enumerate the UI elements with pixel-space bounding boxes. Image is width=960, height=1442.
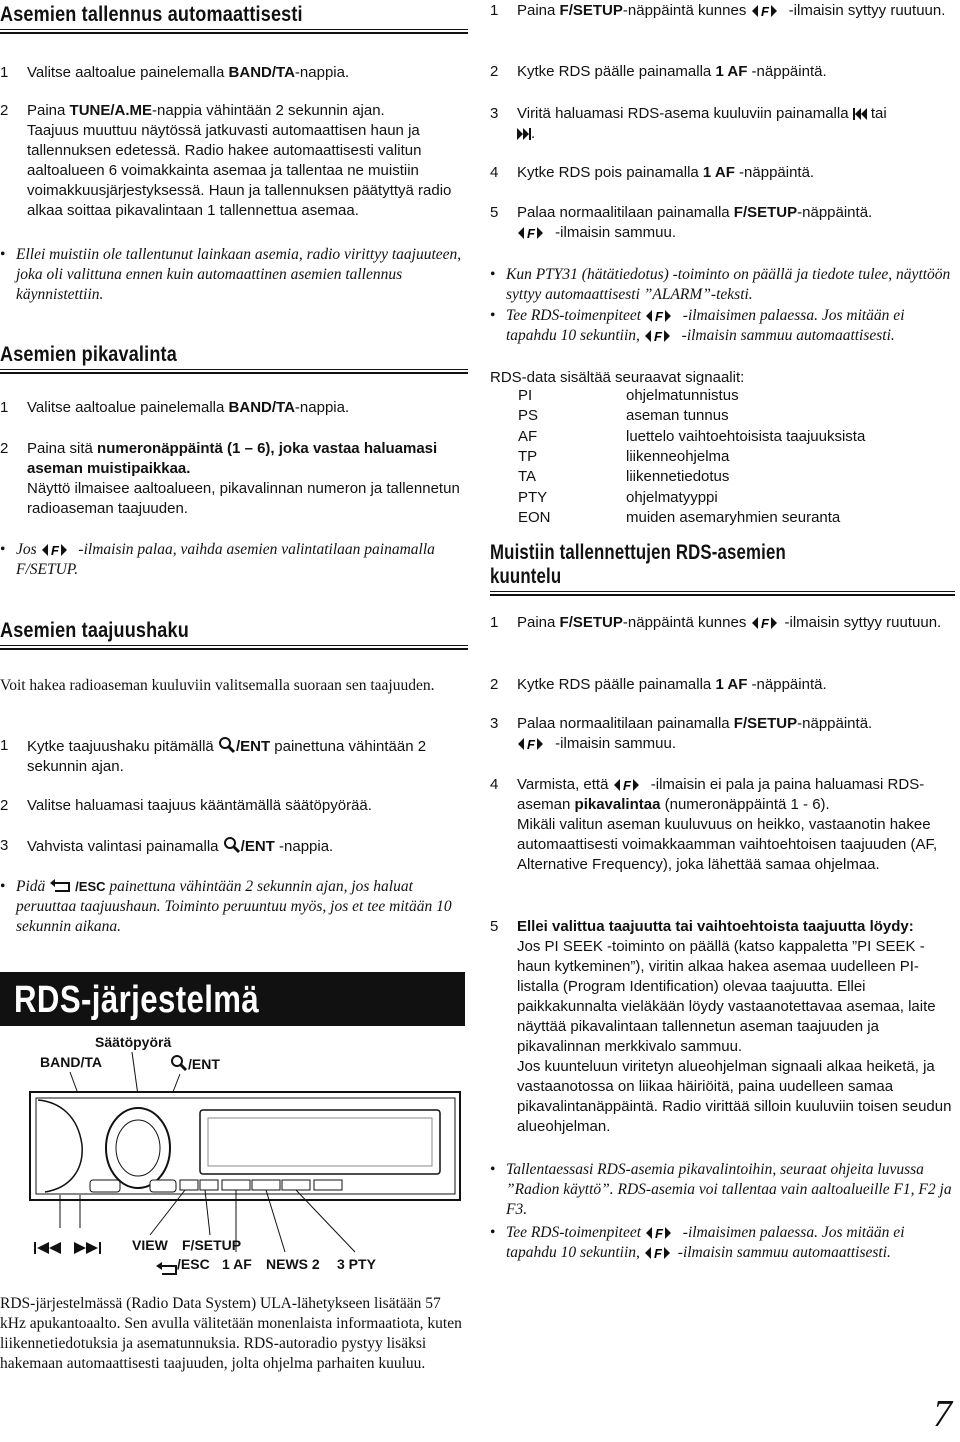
svg-text:F: F: [653, 1246, 662, 1260]
note-auto-store: • Ellei muistiin ole tallentunut lainkaan asemia, radio virittyy taajuuteen, joka oli valittuna ennen kuin automaattinen asemien tallennus käynnistettiin.: [0, 246, 462, 303]
note-rds-alarm: • Kun PTY31 (hätätiedotus) -toiminto on päällä ja tiedote tulee, näyttöön syttyy automaattisesti ”ALARM”-teksti.: [490, 266, 951, 303]
signal-desc: liikennetiedotus: [626, 468, 730, 486]
svg-text:F: F: [50, 543, 59, 557]
signal-desc: ohjelmatunnistus: [626, 387, 739, 404]
signal-desc: ohjelmatyyppi: [626, 488, 718, 506]
af-indicator-icon: [41, 543, 75, 557]
step-listen-3: 3 Palaa normaalitilaan painamalla F/SETUP-näppäintä. F -ilmaisin sammuu.: [490, 715, 873, 752]
rds-intro: RDS-järjestelmässä (Radio Data System) ULA-lähetykseen lisätään 57 kHz apukantoaalto. Sen avulla välitetään monenlaista informaatiota, kuten liikennetiedotuksia ja asematunnuksia. RDS-autoradio pystyy lisäksi hakemaan automaattisesti taajuuden, jolta ohjelma parhaiten kuuluu.: [0, 1295, 462, 1372]
note-listen-timeout: • Tee RDS-toimenpiteet F -ilmaisimen palaessa. Jos mitään ei tapahdu 10 sekuntiin, F -ilmaisin sammuu automaattisesti.: [490, 1224, 905, 1261]
af-indicator-icon: [517, 737, 551, 751]
label-news-2: NEWS 2: [266, 1256, 320, 1272]
step-auto-store-1: 1 Valitse aaltoalue painelemalla BAND/TA-nappia.: [0, 64, 350, 81]
signal-abbr: PS: [518, 407, 539, 425]
seek-back-icon: [34, 1242, 61, 1254]
step-rds-3: 3 Viritä haluamasi RDS-asema kuuluviin painamalla tai .: [490, 105, 887, 142]
af-indicator-icon: [613, 778, 647, 792]
signals-intro: RDS-data sisältää seuraavat signaalit:: [490, 369, 745, 386]
step-listen-1: 1 Paina F/SETUP-näppäintä kunnes F -ilmaisin syttyy ruutuun.: [490, 614, 942, 631]
note-listen-store: • Tallentaessasi RDS-asemia pikavalintoihin, seuraat ohjeita luvussa ”Radion käyttö”. RDS-asemia voi tallentaa vain aaltoalueille F1, F2 ja F3.: [490, 1161, 952, 1218]
af-indicator-icon: [751, 616, 785, 630]
signal-abbr: PTY: [518, 488, 548, 506]
step-preset-2: 2 Paina sitä numeronäppäintä (1 – 6), joka vastaa haluamasi aseman muistipaikkaa. Näyttö ilmaisee aaltoalueen, pikavalinnan numeron ja tallennetun radioaseman taajuuden.: [0, 440, 460, 517]
step-rds-2: 2 Kytke RDS päälle painamalla 1 AF -näppäintä.: [490, 63, 827, 80]
seek-forward-icon: [517, 128, 531, 140]
signal-abbr: TA: [518, 468, 537, 486]
svg-text:F: F: [654, 1226, 663, 1240]
svg-text:F: F: [622, 778, 631, 792]
seek-back-icon: [853, 108, 867, 120]
svg-text:F: F: [527, 737, 535, 751]
af-indicator-icon: [751, 4, 785, 18]
step-rds-5: 5 Palaa normaalitilaan painamalla F/SETUP-näppäintä. F -ilmaisin sammuu.: [490, 204, 873, 241]
label-1-af: 1 AF: [222, 1256, 252, 1272]
label-ent: /ENT: [170, 1054, 220, 1072]
note-rds-timeout: • Tee RDS-toimenpiteet F -ilmaisimen palaessa. Jos mitään ei tapahdu 10 sekuntiin, F -ilmaisin sammuu automaattisesti.: [490, 307, 905, 344]
af-indicator-icon: [644, 329, 678, 343]
rds-section-banner: RDS-järjestelmä: [0, 972, 465, 1026]
signal-abbr: TP: [518, 447, 538, 465]
page-number: 7: [933, 1393, 952, 1435]
label-esc: /ESC: [177, 1256, 210, 1272]
af-indicator-icon: [645, 309, 679, 323]
head-unit-diagram: [0, 1030, 465, 1280]
step-rds-1: 1 Paina F/SETUP-näppäintä kunnes F -ilmaisin syttyy ruutuun.: [490, 2, 946, 19]
label-view: VIEW: [132, 1237, 168, 1253]
label-band-ta: BAND/TA: [40, 1054, 102, 1070]
return-icon: [156, 1262, 176, 1274]
return-icon: [49, 878, 75, 894]
note-preset: • Jos F -ilmaisin palaa, vaihda asemien valintatilaan painamalla F/SETUP.: [0, 541, 435, 578]
freq-search-intro: Voit hakea radioaseman kuuluviin valitsemalla suoraan sen taajuuden.: [0, 677, 435, 694]
svg-text:F: F: [527, 226, 535, 240]
step-preset-1: 1 Valitse aaltoalue painelemalla BAND/TA-nappia.: [0, 399, 350, 416]
section-heading-rds-listen: Muistiin tallennettujen RDS-asemien kuuntelu: [490, 562, 955, 596]
rds-signals-table: [490, 386, 955, 536]
label-control-knob: Säätöpyörä: [95, 1034, 172, 1050]
section-heading-auto-store: Asemien tallennus automaattisesti: [0, 0, 468, 34]
signal-desc: luettelo vaihtoehtoisista taajuuksista: [626, 427, 866, 445]
note-freq: • Pidä /ESC painettuna vähintään 2 sekunnin ajan, jos haluat peruuttaa taajuushaun. Toiminto peruuntuu myös, jos et tee mitään 10 sekunnin aikana.: [0, 878, 452, 935]
label-f-setup: F/SETUP: [182, 1237, 242, 1253]
label-3-pty: 3 PTY: [337, 1256, 376, 1272]
seek-forward-icon: [74, 1242, 101, 1254]
step-freq-3: 3 Vahvista valintasi painamalla /ENT -nappia.: [0, 837, 334, 855]
svg-text:F: F: [653, 329, 662, 343]
signal-desc: aseman tunnus: [626, 407, 729, 425]
step-freq-1: 1 Kytke taajuushaku pitämällä /ENT painettuna vähintään 2 sekunnin ajan.: [0, 737, 427, 775]
step-auto-store-2: 2 Paina TUNE/A.ME-nappia vähintään 2 sekunnin ajan. Taajuus muuttuu näytössä jatkuvasti automaattisen haun ja tallennuksen edetessä. Radio hakee automaattisesti valitun aaltoalueen 6 voimakkainta asemaa ja tallentaa ne muistiin voimakkuusjärjestyksessä. Haun ja tallennuksen päätyttyä radio alkaa soittaa pikavalintaan 1 tallennettua asemaa.: [0, 102, 452, 219]
signal-desc: liikenneohjelma: [626, 447, 730, 465]
step-listen-5: 5 Ellei valittua taajuutta tai vaihtoehtoista taajuutta löydy: Jos PI SEEK -toiminto on päällä (katso kappaletta ”PI SEEK -haun kytkeminen”), viritin alkaa hakea asemaa uudelleen PI-listalla (Program Identification) olevaa taajuutta. Ellei paikkakunnalta vieläkään löydy vastaanotettavaa asemaa, laite näyttää pikavalintaan tallennetun aseman taajuuden ja pikavalinnan merkkivalo sammuu. Jos kuunteluun viritetyn alueohjelman signaali alkaa heiketä, ja vastaanotossa on liikaa häiriöitä, paina uudelleen samaa pikavalintanäppäintä. Radio virittää silloin kuuluviin toisen seudun alueohjelman.: [490, 918, 952, 1135]
step-rds-4: 4 Kytke RDS pois painamalla 1 AF -näppäintä.: [490, 164, 815, 181]
step-listen-2: 2 Kytke RDS päälle painamalla 1 AF -näppäintä.: [490, 676, 827, 693]
search-icon: [223, 836, 241, 854]
section-heading-preset: Asemien pikavalinta: [0, 340, 468, 374]
signal-abbr: AF: [518, 427, 538, 445]
signal-abbr: PI: [518, 387, 533, 404]
signal-desc: muiden asemaryhmien seuranta: [626, 508, 841, 526]
af-indicator-icon: [645, 1226, 679, 1240]
svg-text:F: F: [760, 616, 769, 630]
signal-abbr: EON: [518, 508, 551, 526]
section-heading-freq-search: Asemien taajuushaku: [0, 616, 468, 650]
search-icon: [218, 736, 236, 754]
step-listen-4: 4 Varmista, että F -ilmaisin ei pala ja paina haluamasi RDS-aseman pikavalintaa (numeronäppäintä 1 - 6). Mikäli valitun aseman kuuluvuus on heikko, vastaanotin hakee automaattisesti voimakkaamman vaihtoehtoisen taajuuden (AF, Alternative Frequency), joka lähettää samaa ohjelmaa.: [490, 776, 938, 873]
svg-text:F: F: [654, 309, 663, 323]
af-indicator-icon: [517, 226, 551, 240]
step-freq-2: 2 Valitse haluamasi taajuus kääntämällä säätöpyörää.: [0, 797, 372, 814]
svg-text:F: F: [760, 4, 769, 18]
af-indicator-icon: [644, 1246, 678, 1260]
